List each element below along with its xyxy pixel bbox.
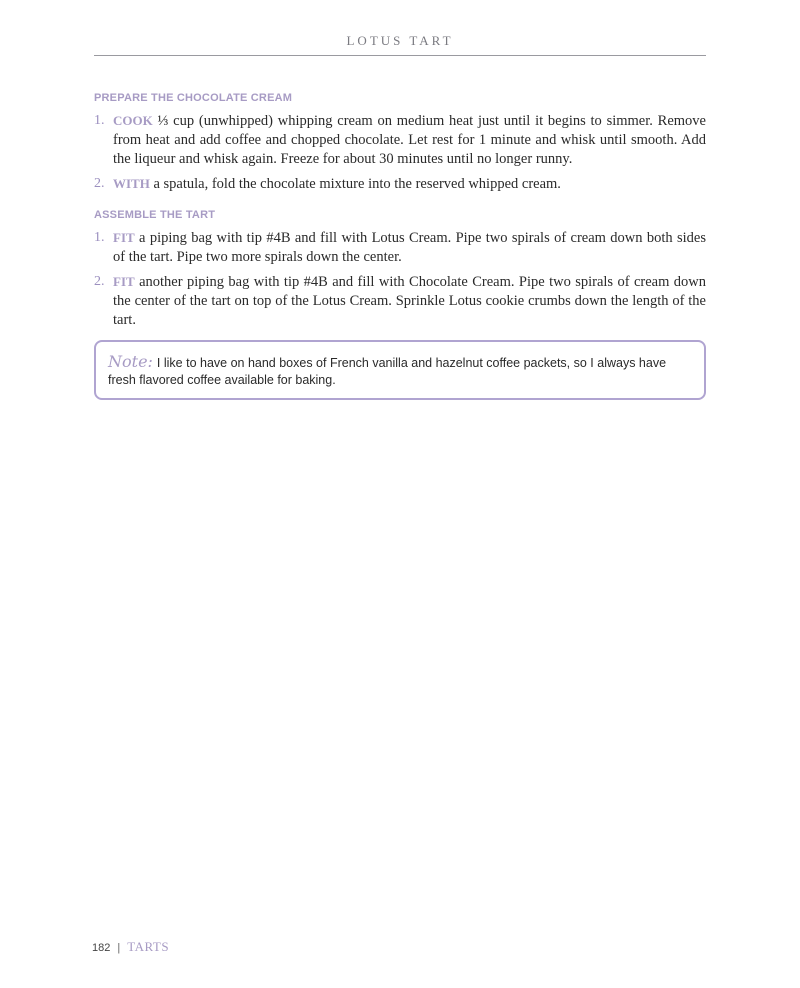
note-text: I like to have on hand boxes of French vanilla and hazelnut coffee packets, so I always have fresh flavored coffee available for baking. — [108, 356, 667, 387]
step-verb: FIT — [113, 230, 135, 245]
step-number: 1. — [94, 113, 105, 128]
note-label: Note: — [108, 352, 153, 371]
step-body — [113, 174, 706, 194]
step-verb: WITH — [113, 176, 150, 191]
step-verb: FIT — [113, 274, 135, 289]
page-number: 182 — [92, 942, 111, 954]
step-item — [94, 111, 706, 169]
step-text: ⅓ cup (unwhipped) whipping cream on medium heat just until it begins to simmer. Remove from heat and add coffee and chopped chocolate. Let rest for 1 minute and whisk until smooth. Add the liqueur and whisk again. Freeze for about 30 minutes until no longer runny. — [113, 113, 706, 167]
note-box — [94, 340, 706, 400]
step-body — [113, 272, 706, 330]
page-footer — [92, 939, 169, 955]
step-body — [113, 111, 706, 169]
step-number: 2. — [94, 274, 105, 289]
footer-section-name: TARTS — [127, 939, 170, 954]
step-item — [94, 272, 706, 330]
step-number: 1. — [94, 230, 105, 245]
header-rule — [94, 55, 706, 56]
section-heading-assemble: ASSEMBLE THE TART — [94, 209, 216, 221]
step-number: 2. — [94, 176, 105, 191]
step-item — [94, 174, 706, 194]
step-item — [94, 228, 706, 267]
footer-separator: | — [117, 942, 121, 954]
step-text: a piping bag with tip #4B and fill with Lotus Cream. Pipe two spirals of cream down both sides of the tart. Pipe two more spirals down the center. — [113, 230, 706, 265]
running-head: LOTUS TART — [346, 33, 454, 48]
step-body — [113, 228, 706, 267]
section-heading-chocolate-cream: PREPARE THE CHOCOLATE CREAM — [94, 92, 293, 104]
step-text: a spatula, fold the chocolate mixture into the reserved whipped cream. — [149, 176, 561, 192]
step-text: another piping bag with tip #4B and fill with Chocolate Cream. Pipe two spirals of cream down the center of the tart on top of the Lotus Cream. Sprinkle Lotus cookie crumbs down the length of the tart. — [113, 274, 706, 328]
step-verb: COOK — [113, 113, 153, 128]
